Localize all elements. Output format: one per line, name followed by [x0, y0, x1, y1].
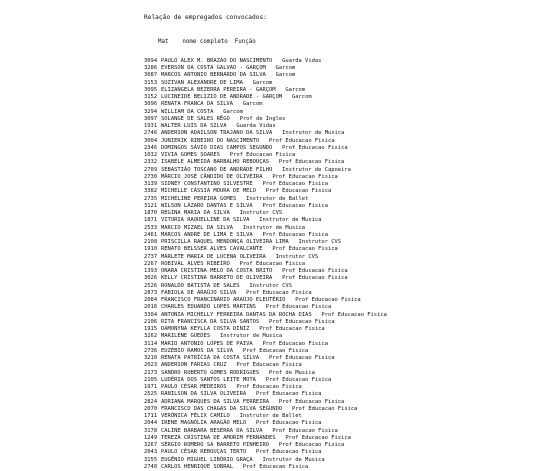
employee-mat: 3382	[144, 188, 158, 195]
header-role: Função	[234, 38, 256, 45]
list-item	[144, 304, 524, 311]
employee-role: Prof Educacao Fisica	[265, 304, 332, 311]
employee-name: ROBIVAL ALVES RIBEIRO	[161, 260, 230, 267]
employee-name: FABIOLA DE ARAÚJO SILVA	[161, 289, 237, 296]
column-gap	[226, 384, 236, 391]
column-header-row	[144, 32, 524, 52]
list-item	[144, 174, 524, 181]
employee-mat: 3139	[144, 181, 158, 188]
employee-mat: 3087	[144, 72, 158, 79]
employee-role: Prof Educacao Fisica	[295, 297, 361, 304]
employee-role: Prof Educacao Fisica	[242, 347, 309, 354]
employee-name: MICHELINE PEREIRA GOMES	[161, 195, 237, 202]
employee-mat: 1971	[144, 384, 158, 391]
column-gap	[282, 94, 292, 101]
employee-mat: 2084	[144, 297, 158, 304]
column-gap	[272, 130, 282, 137]
column-gap	[226, 362, 236, 369]
employee-name: FRANCISCO FRANCINÁRIO ARAÚJO ELEUTÉRIO	[161, 297, 286, 304]
employee-name: CHARLES EDUARDO LOPES MARTINS	[161, 304, 256, 311]
employee-mat: 1870	[144, 210, 158, 217]
employee-mat: 2044	[144, 420, 158, 427]
list-item	[144, 80, 524, 87]
employee-mat: 2735	[144, 195, 158, 202]
employee-role: Prof Educacao Fisica	[272, 427, 338, 434]
employee-name: RENATA FRANCA DA SILVA	[161, 101, 234, 108]
column-gap	[233, 464, 243, 471]
column-gap	[233, 225, 243, 232]
employee-role: Garcom	[242, 101, 263, 108]
column-gap	[236, 290, 246, 297]
employee-mat: 2023	[144, 362, 158, 369]
employee-role: Prof Educacao Fisica	[278, 398, 345, 405]
employee-name: REGINA MARIA DA SILVA	[161, 210, 230, 217]
employee-mat: 3121	[144, 202, 158, 209]
employee-mat: 3262	[144, 333, 158, 340]
column-gap	[262, 428, 272, 435]
employee-role: Prof Educacao Fisica	[239, 260, 306, 267]
employee-name: SOLANGE DE SALES RÊGO	[161, 115, 230, 122]
employee-name: WILSON LÁZARO DANTAS E SILVA	[161, 202, 253, 209]
employee-mat: 2016	[144, 304, 158, 311]
list-item	[144, 138, 524, 145]
list-item	[144, 72, 524, 79]
column-gap	[210, 333, 220, 340]
employee-name: JUNIERIK RIBEIRO DO NASCIMENTO	[161, 137, 260, 144]
document-page	[144, 14, 524, 471]
employee-name: MARCOS ANDRE DE LIMA E SILVA	[161, 231, 253, 238]
employee-mat: 3026	[144, 275, 158, 282]
column-gap	[272, 275, 282, 282]
employee-mat: 2070	[144, 405, 158, 412]
column-gap	[230, 210, 240, 217]
employee-mat: 2709	[144, 166, 158, 173]
list-item	[144, 406, 524, 413]
employee-mat: 3210	[144, 355, 158, 362]
column-gap	[253, 341, 263, 348]
column-gap	[246, 391, 256, 398]
employee-role: Guarda Vidas	[236, 123, 276, 130]
employee-mat: 3294	[144, 108, 158, 115]
list-item	[144, 275, 524, 282]
list-item	[144, 94, 524, 101]
employee-name: MARILENE GUEDES	[161, 333, 211, 340]
column-gap	[253, 203, 263, 210]
column-gap	[289, 239, 299, 246]
employee-name: CALINE BÁRBARA BESERRA DA SILVA	[161, 427, 263, 434]
employee-name: PAULO CÉSAR MEDEIROS	[161, 384, 227, 391]
employee-name: WALTER LUIS DA SILVA	[161, 123, 227, 130]
employee-mat: 3152	[144, 94, 158, 101]
employee-name: DAMONYNA KEYLLA COSTA DINIZ	[161, 326, 250, 333]
employee-mat: 2105	[144, 376, 158, 383]
list-item	[144, 464, 524, 471]
employee-name: KELLY CRISTINA BARRETO DE OLIVEIRA	[161, 275, 273, 282]
list-item	[144, 217, 524, 224]
employee-role: Prof Educacao Fisica	[262, 202, 328, 209]
list-item	[144, 225, 524, 232]
employee-role: Instrutor CVS	[275, 253, 319, 260]
column-gap	[269, 159, 279, 166]
employee-name: EUZÉBIO RAMOS DA SILVA	[161, 347, 234, 354]
employee-mat: 3096	[144, 101, 158, 108]
employee-role: Prof Educacao Fisica	[262, 231, 328, 238]
employee-name: DOMINGOS SÁVIO DIAS CAMPOS SEGUNDO	[161, 144, 273, 151]
employee-role: Prof Educacao Fisica	[262, 340, 328, 347]
employee-role: Instrutor de Musica	[282, 130, 345, 137]
list-item	[144, 101, 524, 108]
document-title: Relação de empregados convocados:	[144, 14, 267, 21]
column-gap	[272, 268, 282, 275]
employee-name: RANILSON DA SILVA OLIVEIRA	[161, 391, 247, 398]
employee-mat: 2106	[144, 318, 158, 325]
column-gap	[256, 304, 266, 311]
column-gap	[213, 109, 223, 116]
column-gap	[253, 232, 263, 239]
header-name: nome completo	[182, 38, 228, 45]
employee-name: LUDÉRIA DOS SANTOS LEITE MOTA	[161, 376, 256, 383]
employee-name: VITORIA RAQUELLINE DA SILVA	[161, 217, 250, 224]
employee-name: PAULO CÉSAR REBOUÇAS TERTO	[161, 449, 247, 456]
list-item	[144, 457, 524, 464]
employee-name: LUCINEIDE BELIZIO DE ANDRADE - GARÇOM	[161, 94, 283, 101]
list-item	[144, 290, 524, 297]
employee-role: Instrutor de Capoeira	[282, 166, 351, 173]
list-item	[144, 319, 524, 326]
list-item	[144, 123, 524, 130]
employee-mat: 2533	[144, 224, 158, 231]
employee-name: CARLOS HENRIQUE SOBRAL	[161, 463, 234, 470]
employee-role: Instrutor de Musica	[262, 456, 325, 463]
employee-role: Guarda Vidas	[282, 57, 322, 64]
column-gap	[312, 312, 322, 319]
employee-mat: 2736	[144, 347, 158, 354]
employee-name: SÉRGIO ROMERO SA BARRETO PINHEIRO	[161, 442, 270, 449]
list-item	[144, 58, 524, 65]
list-item	[144, 232, 524, 239]
column-gap	[269, 442, 279, 449]
header-spacer-2	[228, 39, 235, 45]
column-gap	[230, 116, 240, 123]
list-item	[144, 167, 524, 174]
employee-mat: 3178	[144, 427, 158, 434]
employee-mat: 1711	[144, 413, 158, 420]
employee-role: Prof Educacao Fisica	[272, 246, 338, 253]
column-gap	[269, 399, 279, 406]
column-gap	[249, 326, 259, 333]
column-gap	[272, 58, 282, 65]
employee-role: Garcom	[285, 86, 306, 93]
employee-role: Instrutor de Musica	[242, 224, 306, 231]
employee-role: Prof Educacao Fisica	[282, 268, 348, 275]
employee-name: RITA FRANCISCA DA SILVA SANTOS	[161, 318, 260, 325]
employee-mat: 1871	[144, 217, 158, 224]
employee-mat: 2267	[144, 260, 158, 267]
employee-name: ISABELE ALMEIDA BARBALHO REBOUÇAS	[161, 159, 270, 166]
employee-mat: 2740	[144, 463, 158, 470]
list-item	[144, 239, 524, 246]
list-item	[144, 333, 524, 340]
employee-role: Prof Educacao Fisica	[285, 434, 351, 441]
employee-role: Prof Educacao Fisica	[242, 463, 309, 470]
list-item	[144, 130, 524, 137]
employee-role: Instrutor de Musica	[259, 217, 322, 224]
employee-name: VIVIA GOMES SOARES	[161, 152, 220, 159]
employee-role: Prof Educacao Fisica	[269, 355, 335, 362]
employee-role: Prof Educacao Fisica	[236, 362, 302, 369]
list-item	[144, 283, 524, 290]
employee-name: SEBASTIÃO TOSCANO DE ANDRADE FILHO	[161, 166, 273, 173]
employee-role: Instrutor de Musica	[219, 333, 283, 340]
employee-mat: 1393	[144, 268, 158, 275]
list-item	[144, 370, 524, 377]
employee-name: ONARA CRISTINA MELO DA COSTA BRITO	[161, 268, 273, 275]
column-gap	[262, 174, 272, 181]
employee-name: MARCIO MIZAEL DA SILVA	[161, 224, 234, 231]
employee-role: Garcom	[223, 108, 243, 115]
employee-role: Prof Educacao Fisica	[255, 391, 322, 398]
column-gap	[253, 457, 263, 464]
employee-role: Instrutor de Ballet	[246, 195, 309, 202]
employee-role: Prof Educacao Fisica	[282, 144, 348, 151]
column-gap	[246, 420, 256, 427]
column-gap	[256, 377, 266, 384]
column-gap	[272, 167, 282, 174]
employee-name: PRISCILLA RAQUEL MENDONÇA OLIVEIRA LIMA	[161, 239, 289, 246]
list-item	[144, 203, 524, 210]
header-mat: Mat	[157, 38, 169, 45]
employee-mat: 2824	[144, 398, 158, 405]
column-gap	[249, 217, 259, 224]
employee-mat: 3153	[144, 79, 158, 86]
list-item	[144, 420, 524, 427]
employee-name: MARIO ANTONIO LOPES DE PAIVA	[161, 340, 253, 347]
employee-role: Prof Educacao Fisica	[246, 289, 312, 296]
column-gap	[285, 297, 295, 304]
employee-mat: 3286	[144, 65, 158, 72]
employee-role: Garcom	[275, 72, 296, 79]
employee-role: Prof Educacao Fisica	[265, 376, 332, 383]
employee-mat: 3004	[144, 137, 158, 144]
employee-mat: 2043	[144, 449, 158, 456]
column-gap	[259, 370, 269, 377]
employee-mat: 2737	[144, 253, 158, 260]
employee-name: ELIZANGELA BEZERRA PEREIRA - GARÇOM	[161, 86, 276, 93]
employee-role: Prof Educacao Fisica	[259, 326, 325, 333]
column-gap	[220, 152, 230, 159]
employee-name: ANDERSON FARIAS CRUZ	[161, 362, 227, 369]
employee-name: FRANCISCO DAS CHAGAS DA SILVA SEGUNDO	[161, 405, 283, 412]
header-spacer-1	[168, 39, 182, 45]
employee-mat: 2730	[144, 173, 158, 180]
employee-name: WILLIAM DA COSTA	[161, 108, 214, 115]
list-item	[144, 210, 524, 217]
list-item	[144, 268, 524, 275]
employee-name: SIDNEY CONSTANTINO SILVESTRE	[161, 181, 253, 188]
employee-name: MARCOS ANTONIO BERNARDO DA SILVA	[161, 72, 266, 79]
list-item	[144, 145, 524, 152]
column-gap	[256, 188, 266, 195]
list-item	[144, 377, 524, 384]
column-gap	[233, 101, 243, 108]
employee-role: Prof Educacao Fisica	[265, 188, 332, 195]
employee-role: Prof Educacao Fisica	[278, 159, 345, 166]
employee-mat: 2108	[144, 239, 158, 246]
employee-role: Instrutor CVS	[239, 210, 283, 217]
employee-name: SANDRO ROBERTO GOMES RODRIGUES	[161, 369, 260, 376]
employee-role: Garcom	[252, 79, 273, 86]
employee-mat: 1931	[144, 123, 158, 130]
list-item	[144, 65, 524, 72]
employee-name: MARLETE MARIA DE LUCENA OLIVEIRA	[161, 253, 266, 260]
list-item	[144, 152, 524, 159]
employee-mat: 3095	[144, 86, 158, 93]
employee-mat: 2525	[144, 391, 158, 398]
column-gap	[233, 348, 243, 355]
employee-name: MÁRCIO JOSÉ CÂNDIDO DE OLIVEIRA	[161, 173, 263, 180]
employee-mat: 1910	[144, 246, 158, 253]
column-gap	[282, 406, 292, 413]
column-gap	[240, 283, 250, 290]
employee-name: ANTONIA MICHELLY FERREIRA DANTAS DA ROCHA DIAS	[161, 311, 312, 318]
list-item	[144, 159, 524, 166]
column-gap	[236, 196, 246, 203]
list-item	[144, 348, 524, 355]
employee-role: Prof Educacao Fisica	[269, 318, 335, 325]
employee-name: RONALDO BATISTA DE SALES	[161, 282, 240, 289]
employee-role: Prof Educacao Fisica	[255, 420, 322, 427]
employee-name: EUGÊNIO MIGUEL LIBÓRIO GRAÇA	[161, 456, 253, 463]
column-gap	[230, 261, 240, 268]
employee-mat: 3155	[144, 456, 158, 463]
employee-name: ADRIANA MARQUES DA SILVA FERREIRA	[161, 398, 270, 405]
employee-role: Prof Educacao Fisica	[262, 181, 328, 188]
employee-role: Instrutor de Ballet	[239, 413, 302, 420]
employee-name: TEREZA CRISTINA DE AMORIM FERNANDES	[161, 434, 276, 441]
list-item	[144, 116, 524, 123]
employee-mat: 3094	[144, 57, 158, 64]
list-item	[144, 341, 524, 348]
employee-role: Garcom	[275, 65, 296, 72]
column-gap	[246, 449, 256, 456]
employee-mat: 2173	[144, 369, 158, 376]
column-gap	[266, 72, 276, 79]
employee-role: Prof Educacao Fisica	[272, 173, 338, 180]
employee-role: Prof Educacao Fisica	[269, 137, 335, 144]
column-gap	[259, 319, 269, 326]
column-gap	[262, 246, 272, 253]
employee-name: ANDERSON ADAILSON TRAJANO DA SILVA	[161, 130, 273, 137]
employee-mat: 3097	[144, 115, 158, 122]
column-gap	[226, 123, 236, 130]
column-gap	[243, 80, 253, 87]
employee-list	[144, 58, 524, 471]
employee-name: MICHELLE CÁSSIA MOURA DE MELO	[161, 188, 256, 195]
list-item	[144, 384, 524, 391]
employee-mat: 3114	[144, 340, 158, 347]
employee-role: Prof de Musica	[269, 369, 315, 376]
column-gap	[266, 254, 276, 261]
list-item	[144, 297, 524, 304]
column-gap	[259, 138, 269, 145]
list-item	[144, 449, 524, 456]
employee-mat: 2461	[144, 231, 158, 238]
list-item	[144, 362, 524, 369]
employee-mat: 3304	[144, 311, 158, 318]
list-item	[144, 188, 524, 195]
employee-role: Instrutor CVS	[249, 282, 292, 289]
employee-name: EVERSON DA COSTA GALVAO - GARÇOM	[161, 65, 266, 72]
list-item	[144, 254, 524, 261]
employee-role: Instrutor CVS	[298, 239, 342, 246]
employee-name: IRENE MAGNÓLIA ARAGÃO MELO	[161, 420, 247, 427]
column-gap	[276, 87, 286, 94]
employee-role: Prof Educacao Fisica	[321, 311, 387, 318]
employee-mat: 2332	[144, 159, 158, 166]
column-gap	[276, 435, 286, 442]
list-item	[144, 261, 524, 268]
column-gap	[272, 145, 282, 152]
employee-name: RENATA PATRÍCIA DA COSTA SILVA	[161, 355, 260, 362]
list-item	[144, 196, 524, 203]
list-item	[144, 399, 524, 406]
list-item	[144, 435, 524, 442]
employee-role: Prof Educacao Fisica	[229, 152, 296, 159]
list-item	[144, 109, 524, 116]
employee-role: Prof Educacao Fisica	[291, 405, 358, 412]
list-item	[144, 246, 524, 253]
list-item	[144, 428, 524, 435]
list-item	[144, 391, 524, 398]
employee-role: Prof Educacao Fisica	[236, 384, 302, 391]
employee-name: PAULO ALEX M. BRAZAO DO NASCIMENTO	[161, 57, 273, 64]
employee-name: SUZIVAN ALEXANDRE DE LIMA	[161, 79, 243, 86]
column-gap	[259, 355, 269, 362]
list-item	[144, 312, 524, 319]
employee-name: VERÔNICA FÉLIX CAMILO	[161, 413, 230, 420]
employee-role: Prof Educacao Fisica	[278, 442, 345, 449]
employee-mat: 2346	[144, 144, 158, 151]
employee-name: RENATO BELSSER ALVES CAVALCANTE	[161, 246, 263, 253]
employee-mat: 1915	[144, 326, 158, 333]
column-gap	[266, 65, 276, 72]
employee-role: Garcom	[291, 94, 312, 101]
employee-role: Prof de Ingles	[239, 115, 286, 122]
list-item	[144, 326, 524, 333]
employee-role: Prof Educacao Fisica	[282, 275, 348, 282]
employee-mat: 2746	[144, 130, 158, 137]
employee-mat: 2873	[144, 289, 158, 296]
employee-mat: 1032	[144, 152, 158, 159]
employee-mat: 1249	[144, 434, 158, 441]
list-item	[144, 87, 524, 94]
employee-role: Prof Educacao Fisica	[255, 449, 322, 456]
employee-mat: 3267	[144, 442, 158, 449]
employee-mat: 2526	[144, 282, 158, 289]
list-item	[144, 355, 524, 362]
